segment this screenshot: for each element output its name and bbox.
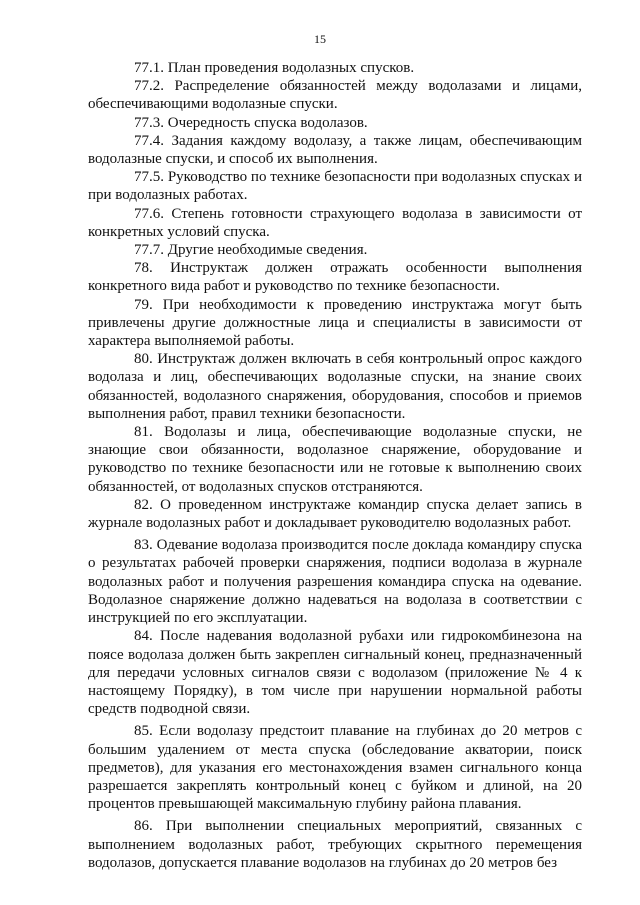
paragraph-84: 84. После надевания водолазной рубахи или гидрокомбинезона на поясе водолаза должен быть закреплен сигнальный конец, предназначенный для передачи условных сигналов связи с водолазом (приложение № 4 к настоящему Порядку), в том числе при нарушении нормальной работы средств подводной связи. <box>88 628 582 718</box>
paragraph-79: 79. При необходимости к проведению инструктажа могут быть привлечены другие должностные лица и специалисты в зависимости от характера выполняемой работы. <box>88 296 582 350</box>
paragraph-78: 78. Инструктаж должен отражать особенности выполнения конкретного вида работ и руководство по технике безопасности. <box>88 260 582 295</box>
paragraph-86: 86. При выполнении специальных мероприятий, связанных с выполнением водолазных работ, требующих скрытного перемещения водолазов, допускается плавание водолазов на глубинах до 20 метров без <box>88 818 582 871</box>
paragraph-77-2: 77.2. Распределение обязанностей между водолазами и лицами, обеспечивающими водолазные спуски. <box>88 78 582 113</box>
paragraph-77-4: 77.4. Задания каждому водолазу, а также лицам, обеспечивающим водолазные спуски, и способ их выполнения. <box>88 132 582 168</box>
page-number: 15 <box>314 32 326 46</box>
paragraph-82: 82. О проведенном инструктаже командир спуска делает запись в журнале водолазных работ и докладывает руководителю водолазных работ. <box>88 496 582 532</box>
paragraph-83: 83. Одевание водолаза производится после доклада командиру спуска о результатах рабочей проверки снаряжения, подписи водолаза в журнале водолазных работ и получения разрешения командира спуска на одевание. Водолазное снаряжение должно надеваться на водолаза в соответствии с инструкцией по его эксплуатации. <box>88 537 582 627</box>
paragraph-77-7: 77.7. Другие необходимые сведения. <box>134 242 368 259</box>
paragraph-77-5: 77.5. Руководство по технике безопасности при водолазных спусках и при водолазных работах. <box>88 169 582 204</box>
paragraph-77-1: 77.1. План проведения водолазных спусков. <box>134 60 415 76</box>
document-body <box>88 59 582 872</box>
paragraph-85: 85. Если водолазу предстоит плавание на глубинах до 20 метров с большим удалением от места спуска (обследование акватории, поиск предметов), для указания его местонахождения взамен сигнального конца разрешается закреплять контрольный конец с буйком и длиной, на 20 процентов превышающей максимальную глубину района плавания. <box>88 723 582 813</box>
paragraph-80: 80. Инструктаж должен включать в себя контрольный опрос каждого водолаза и лиц, обеспечивающих водолазные спуски, на знание своих обязанностей, водолазного снаряжения, оборудования, способов и приемов выполнения работ, правил техники безопасности. <box>88 351 582 422</box>
paragraph-77-6: 77.6. Степень готовности страхующего водолаза в зависимости от конкретных условий спуска. <box>88 205 582 240</box>
paragraph-81: 81. Водолазы и лица, обеспечивающие водолазные спуски, не знающие свои обязанности, водолазное снаряжение, оборудование и руководство по технике безопасности или не готовые к выполнению своих обязанностей, от водолазных спусков отстраняются. <box>88 424 582 495</box>
paragraph-77-3: 77.3. Очередность спуска водолазов. <box>134 114 368 131</box>
